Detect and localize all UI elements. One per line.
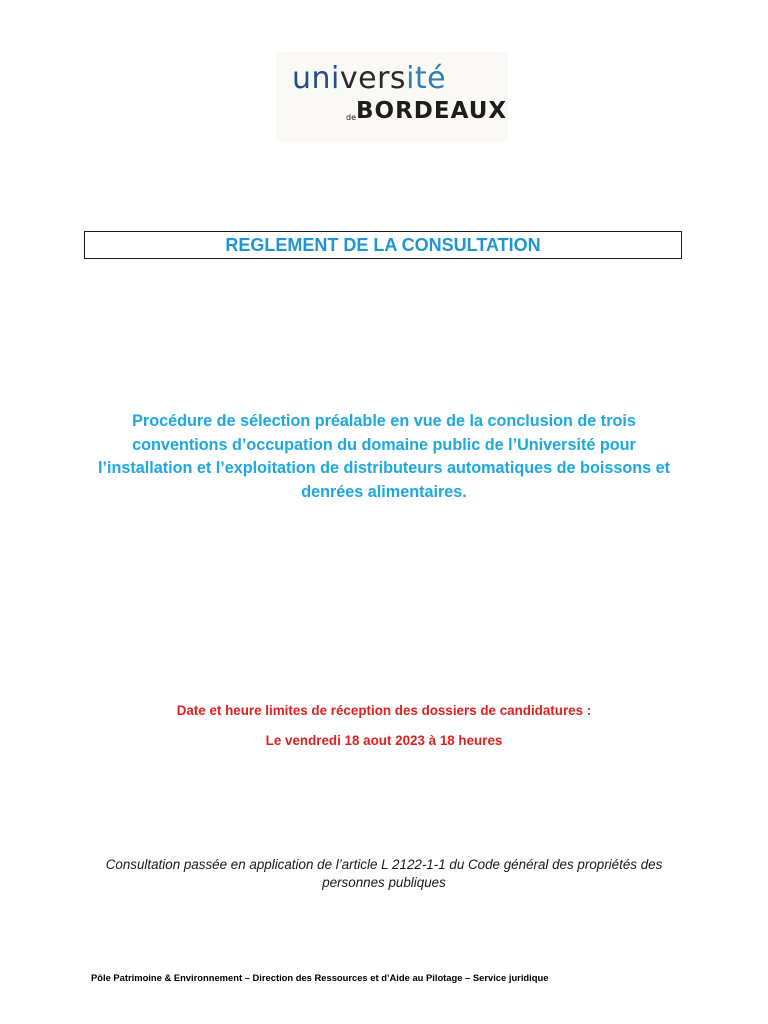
logo-wordmark-top: université <box>292 61 447 96</box>
logo-de: de <box>346 113 356 122</box>
university-logo <box>276 52 508 142</box>
deadline-date: Le vendredi 18 aout 2023 à 18 heures <box>265 733 503 748</box>
legal-note: Consultation passée en application de l’article L 2122-1-1 du Code général des propriétés des personnes publiques <box>105 857 663 890</box>
deadline-label: Date et heure limites de réception des dossiers de candidatures : <box>176 703 592 718</box>
logo-wordmark-bottom: BORDEAUX <box>356 98 508 124</box>
page-footer: Pôle Patrimoine & Environnement – Direction des Ressources et d’Aide au Pilotage – Service juridique <box>91 972 549 983</box>
procedure-subject: Procédure de sélection préalable en vue de la conclusion de trois conventions d’occupation du domaine public de l’Université pour l’installation et l’exploitation de distributeurs automatiques de boissons et denrées alimentaires. <box>97 412 671 501</box>
document-title: REGLEMENT DE LA CONSULTATION <box>84 231 682 259</box>
